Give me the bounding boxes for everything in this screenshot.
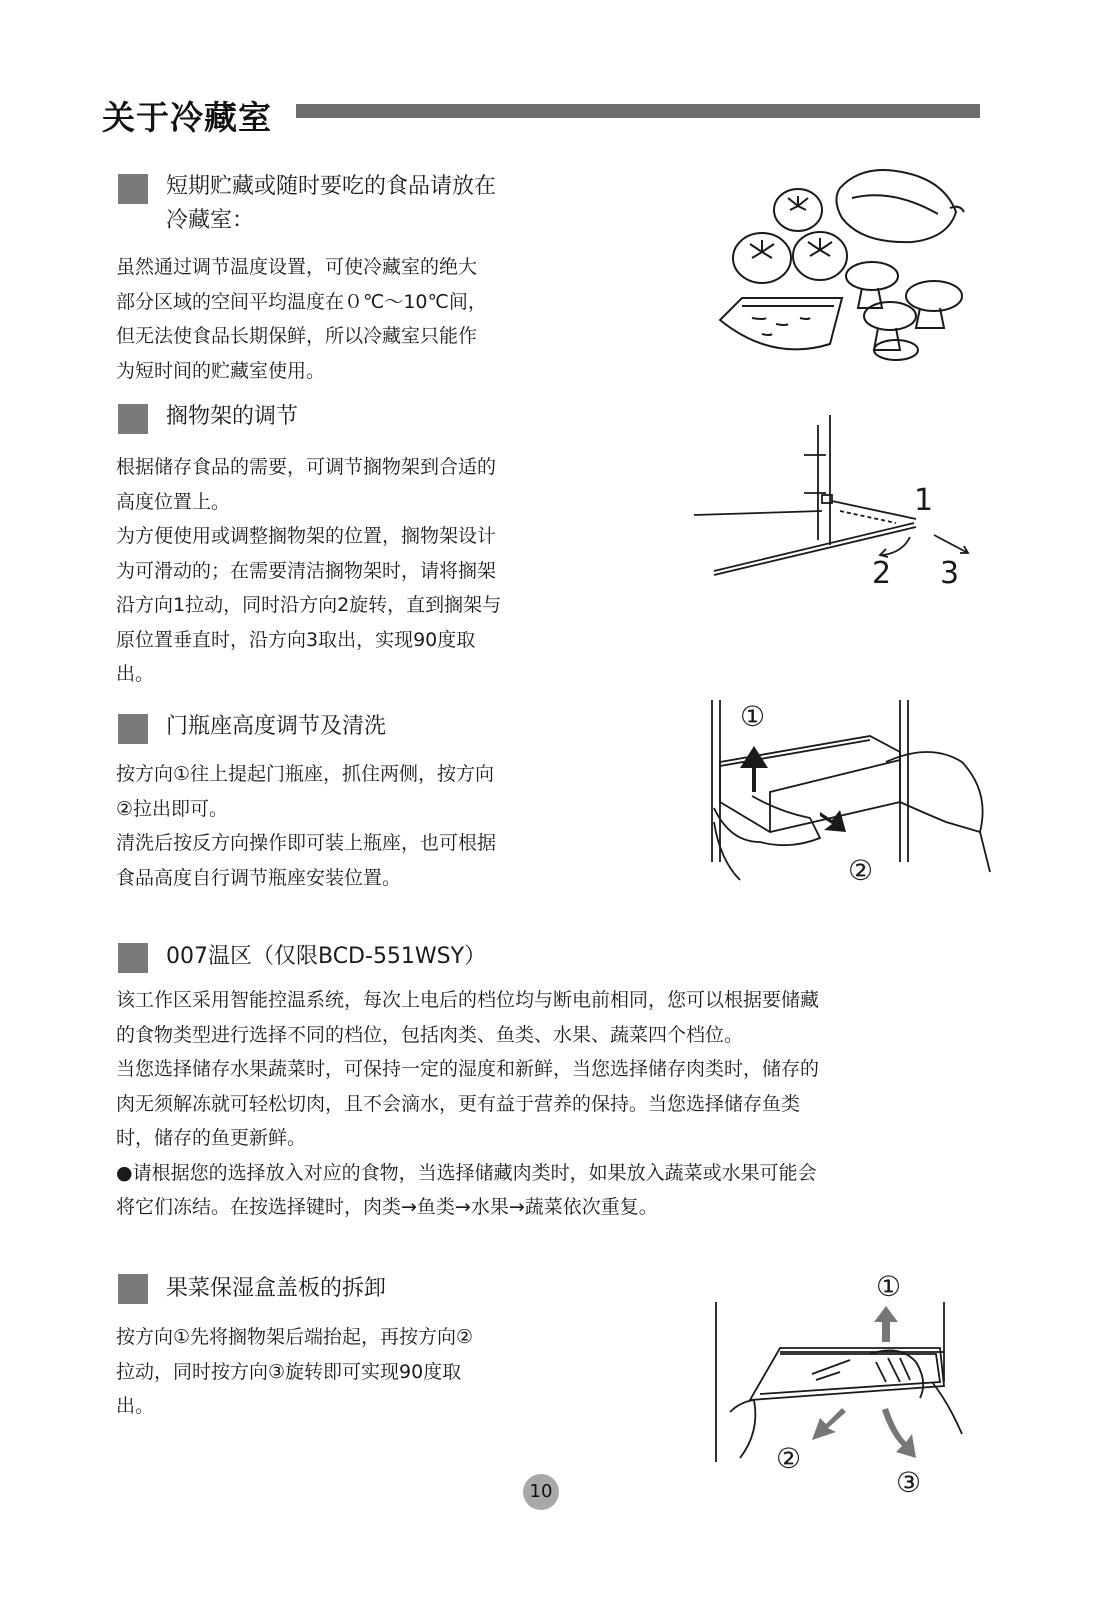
section-3-body	[116, 757, 596, 895]
door-holder-figure	[700, 692, 1000, 892]
section-5-heading: 果菜保湿盒盖板的拆卸	[166, 1276, 387, 1301]
section-1-body	[116, 250, 576, 388]
figure-label: 2	[872, 556, 892, 591]
page-title: 关于冷藏室	[102, 98, 272, 137]
section-2-body	[116, 450, 596, 692]
paragraph-line: 将它们冻结。在按选择键时，肉类→鱼类→水果→蔬菜依次重复。	[116, 1196, 658, 1218]
figure-label: ②	[776, 1442, 802, 1475]
paragraph-line: 的食物类型进行选择不同的档位，包括肉类、鱼类、水果、蔬菜四个档位。	[116, 1023, 744, 1046]
arrow-up-icon	[740, 746, 768, 792]
paragraph-line: 食品高度自行调节瓶座安装位置。	[116, 866, 402, 889]
crisper-cover-figure	[700, 1262, 990, 1502]
section-marker	[118, 174, 148, 204]
section-marker	[118, 1274, 148, 1304]
paragraph-line: 肉无须解冻就可轻松切肉，且不会滴水，更有益于营养的保持。当您选择储存鱼类	[116, 1092, 801, 1115]
section-1-heading	[166, 170, 496, 238]
heading-line: 冷藏室：	[166, 208, 255, 233]
paragraph-line: 为短时间的贮藏室使用。	[116, 359, 326, 382]
figure-label: 3	[940, 556, 960, 591]
figure-label: ①	[876, 1270, 902, 1303]
heading-line: 短期贮藏或随时要吃的食品请放在	[166, 174, 497, 199]
paragraph-line: ②拉出即可。	[116, 797, 229, 820]
arrow-down-left-icon	[812, 1408, 846, 1440]
paragraph-line: 虽然通过调节温度设置，可使冷藏室的绝大	[116, 256, 478, 278]
paragraph-line: 当您选择储存水果蔬菜时，可保持一定的湿度和新鲜，当您选择储存肉类时，储存的	[116, 1058, 820, 1080]
figure-label: 1	[914, 483, 934, 518]
paragraph-line: 按方向①往上提起门瓶座，抓住两侧，按方向	[116, 763, 495, 785]
paragraph-line: 沿方向1拉动，同时沿方向2旋转，直到搁架与	[116, 594, 502, 616]
paragraph-line: ●请根据您的选择放入对应的食物，当选择储藏肉类时，如果放入蔬菜或水果可能会	[116, 1161, 817, 1184]
paragraph-line: 但无法使食品长期保鲜，所以冷藏室只能作	[116, 325, 478, 347]
paragraph-line: 按方向①先将搁物架后端抬起，再按方向②	[116, 1326, 474, 1348]
paragraph-line: 为方便使用或调整搁物架的位置，搁物架设计	[116, 525, 497, 547]
section-marker	[118, 943, 148, 973]
section-2-heading: 搁物架的调节	[166, 404, 299, 429]
figure-label: ①	[740, 700, 766, 733]
food-illustration	[712, 158, 982, 370]
paragraph-line: 拉动，同时按方向③旋转即可实现90度取	[116, 1360, 462, 1383]
title-rule	[296, 104, 980, 118]
paragraph-line: 原位置垂直时，沿方向3取出，实现90度取	[116, 628, 476, 651]
arrow-up-icon	[874, 1306, 898, 1342]
paragraph-line: 根据储存食品的需要，可调节搁物架到合适的	[116, 456, 497, 478]
paragraph-line: 清洗后按反方向操作即可装上瓶座，也可根据	[116, 832, 497, 854]
rotate-arrow-icon	[882, 1408, 916, 1458]
arrow-down-right-icon	[820, 810, 846, 832]
paragraph-line: 高度位置上。	[116, 490, 231, 513]
paragraph-line: 该工作区采用智能控温系统，每次上电后的档位均与断电前相同，您可以根据要储藏	[116, 989, 820, 1011]
paragraph-line: 为可滑动的；在需要清洁搁物架时，请将搁架	[116, 559, 497, 582]
page-number: 10	[523, 1474, 559, 1510]
section-4-heading: 007温区（仅限BCD-551WSY）	[166, 944, 487, 969]
paragraph-line: 出。	[116, 1395, 155, 1417]
section-4-body	[116, 983, 976, 1225]
paragraph-line: 时，储存的鱼更新鲜。	[116, 1127, 307, 1149]
section-marker	[118, 714, 148, 744]
paragraph-line: 出。	[116, 663, 155, 685]
section-3-heading: 门瓶座高度调节及清洗	[166, 714, 387, 739]
figure-label: ②	[848, 854, 874, 887]
section-5-body	[116, 1320, 576, 1424]
shelf-adjustment-figure	[690, 415, 990, 595]
figure-label: ③	[896, 1466, 922, 1499]
section-marker	[118, 404, 148, 434]
paragraph-line: 部分区域的空间平均温度在０℃～10℃间，	[116, 290, 487, 313]
